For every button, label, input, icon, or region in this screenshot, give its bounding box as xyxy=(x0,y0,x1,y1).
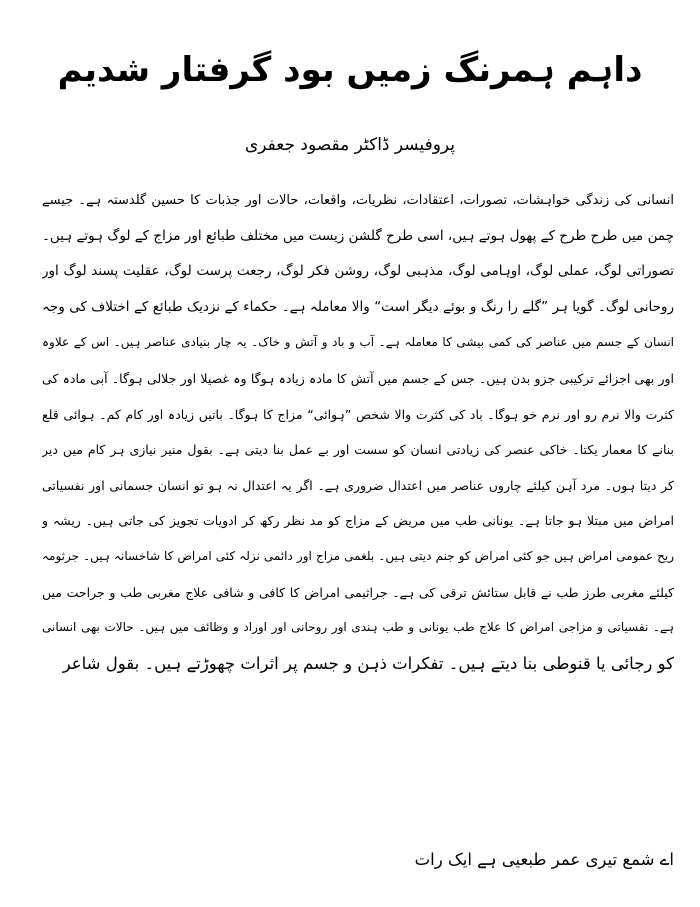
article-author: پروفیسر ڈاکٹر مقصود جعفری xyxy=(244,135,456,155)
body-line: کثرت والا نرم رو اور نرم خو ہوگا۔ باد کی کثرت والا شخص ”ہوائی“ مزاج کا ہوگا۔ باتیں زیادہ اور کام کم۔ ہوائی قلع xyxy=(42,406,674,422)
body-line: بنانے کا معمار یکتا۔ خاکی عنصر کی زیادتی انسان کو سست اور بے عمل بنا دیتی ہے۔ بقول منیر نیازی ہر کام میں دیر xyxy=(42,442,674,458)
article-body xyxy=(42,183,674,681)
body-line: انسانی کی زندگی خواہشات، تصورات، اعتقادات، نظریات، واقعات، حالات اور جذبات کا حسین گلدستہ ہے۔ جیسے xyxy=(42,193,674,208)
body-line: امراض میں مبتلا ہو جاتا ہے۔ یونانی طب میں مریض کے مزاج کو مد نظر رکھ کر ادویات تجویز کی جاتی ہیں۔ ریشہ و xyxy=(42,513,674,529)
body-line: ریح عمومی امراض ہیں جو کئی امراض کو جنم دیتی ہیں۔ بلغمی مزاج اور دائمی نزلہ کئی امراض کا شاخسانہ ہیں۔ جرثومہ xyxy=(42,548,674,563)
body-line: کر دیتا ہوں۔ مرد آہن کیلئے چاروں عناصر میں اعتدال ضروری ہے۔ اگر یہ اعتدال نہ ہو تو انسان جسمانی اور نفسیاتی xyxy=(42,477,674,493)
body-line: اور بھی اجزائے ترکیبی جزو بدن ہیں۔ جس کے جسم میں آتش کا مادہ زیادہ ہوگا وہ غصیلا اور جلالی ہوگا۔ آبی مادہ کی xyxy=(42,370,674,386)
body-line: انسان کے جسم میں عناصر کی کمی بیشی کا معاملہ ہے۔ آب و باد و آتش و خاک۔ یہ چار بنیادی عناصر ہیں۔ اس کے علاوہ xyxy=(42,335,674,350)
body-line: تصوراتی لوگ، عملی لوگ، اوہامی لوگ، مذہبی لوگ، روشن فکر لوگ، رجعت پرست لوگ، عقلیت پسند لوگ اور xyxy=(42,263,674,280)
body-line: کیلئے مغربی طرز طب نے قابل ستائش ترقی کی ہے۔ جراثیمی امراض کا کافی و شافی علاج مغربی طب و جراحت میں xyxy=(42,584,674,600)
body-line: کو رجائی یا قنوطی بنا دیتے ہیں۔ تفکرات ذہن و جسم پر اثرات چھوڑتے ہیں۔ بقول شاعر xyxy=(62,653,674,673)
poetry-verse: اے شمع تیری عمر طبعیی ہے ایک رات xyxy=(414,850,674,869)
body-line: چمن میں طرح طرح کے پھول ہوتے ہیں، اسی طرح گلشن زیست میں مختلف طبائع اور مزاج کے لوگ ہوتے ہیں۔ xyxy=(42,227,674,244)
article-title: داہم ہمرنگ زمیں بود گرفتار شدیم xyxy=(57,50,643,90)
body-line: روحانی لوگ۔ گویا ہر ”گلے را رنگ و بوئے دیگر است“ والا معاملہ ہے۔ حکماء کے نزدیک طبائع کے اختلاف کی وجہ xyxy=(42,298,674,315)
body-line: ہے۔ نفسیاتی و مزاجی امراض کا علاج طب یونانی و طب ہندی اور روحانی اور اوراد و وظائف میں ہیں۔ حالات بھی انسانی xyxy=(42,620,674,635)
